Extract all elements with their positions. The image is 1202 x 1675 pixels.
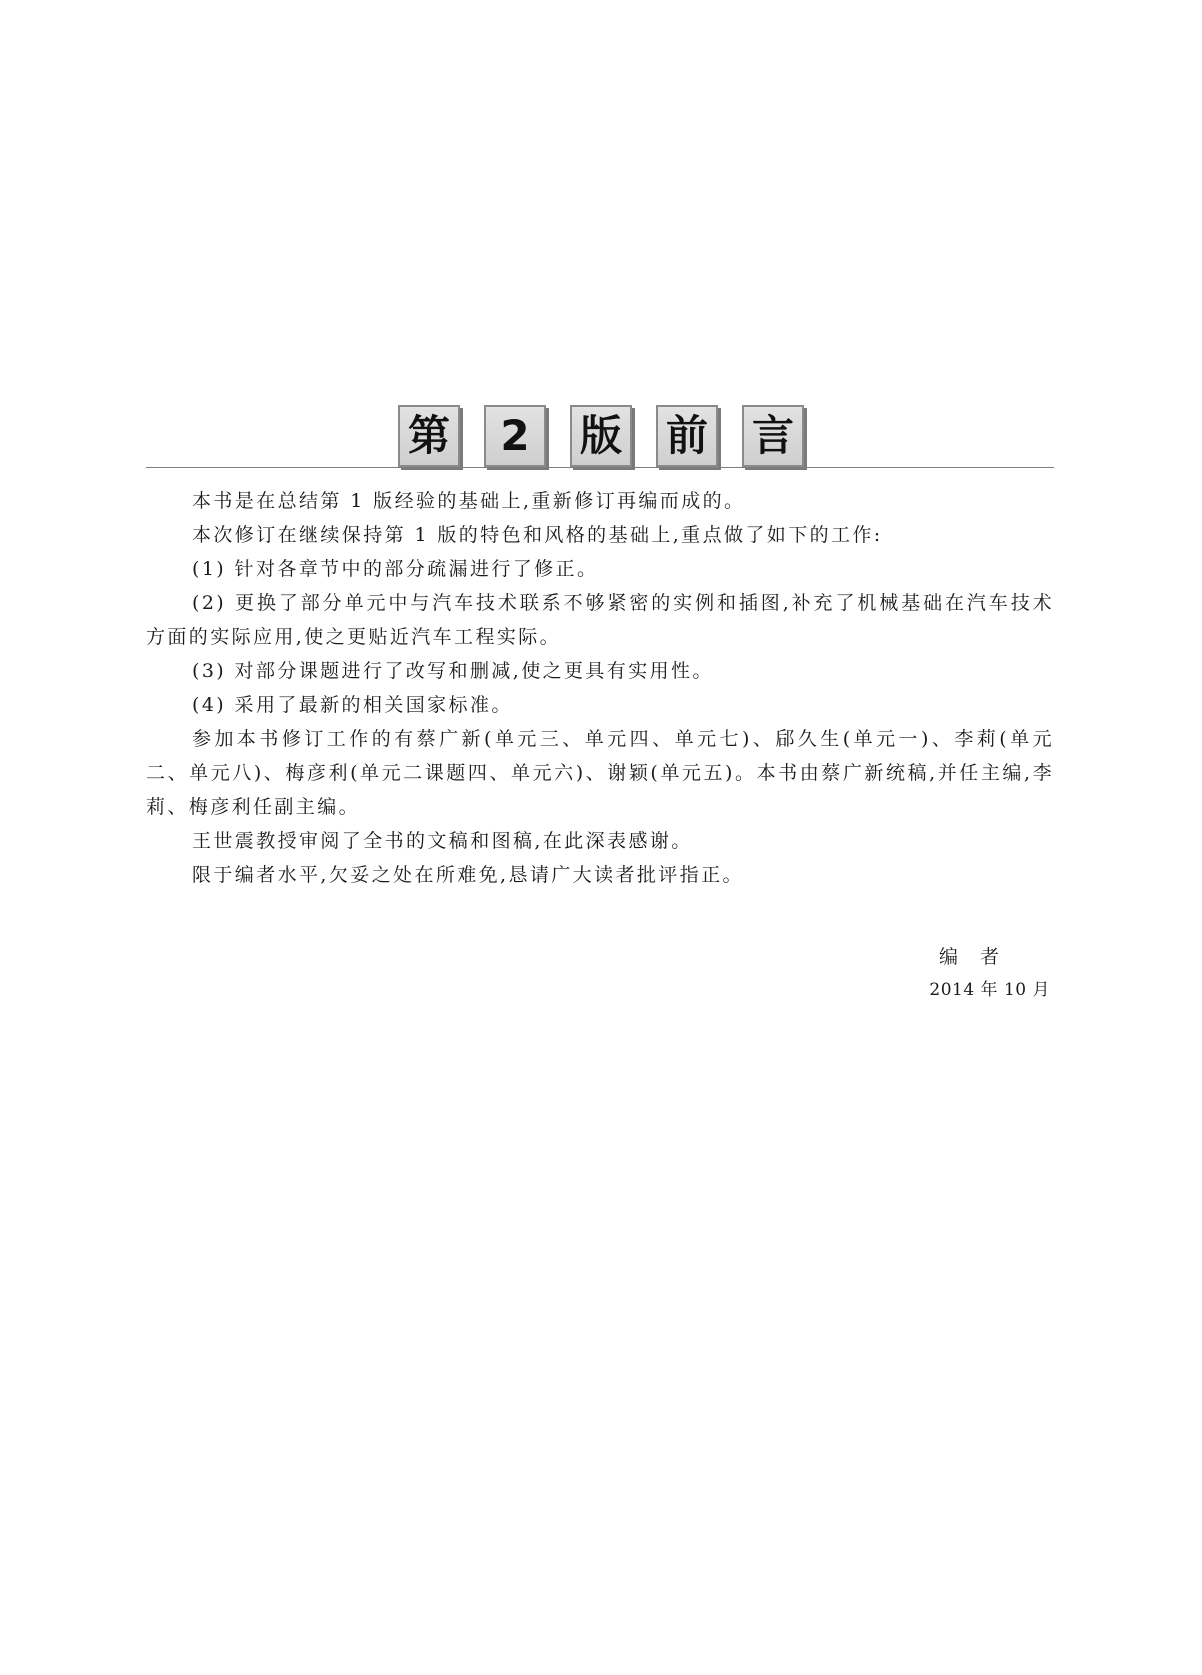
title-char-box: 第 [398,405,460,467]
paragraph: (4) 采用了最新的相关国家标准。 [192,694,513,716]
paragraph: 本次修订在继续保持第 1 版的特色和风格的基础上,重点做了如下的工作: [192,524,883,546]
title-char-box: 前 [656,405,718,467]
title-char-box: 2 [484,405,546,467]
author-signature: 编者 [938,946,1021,968]
title-divider [146,467,1054,468]
title-char-box: 版 [570,405,632,467]
paragraph: (2) 更换了部分单元中与汽车技术联系不够紧密的实例和插图,补充了机械基础在汽车技术方面的实际应用,使之更贴近汽车工程实际。 [146,592,1054,648]
date-line: 2014 年 10 月 [929,980,1050,1000]
preface-body [146,484,1054,892]
paragraph: (1) 针对各章节中的部分疏漏进行了修正。 [192,558,599,580]
paragraph: 本书是在总结第 1 版经验的基础上,重新修订再编而成的。 [192,490,746,512]
paragraph: 王世震教授审阅了全书的文稿和图稿,在此深表感谢。 [192,830,693,852]
paragraph: 限于编者水平,欠妥之处在所难免,恳请广大读者批评指正。 [192,864,744,886]
page-title [0,405,1202,467]
title-char-box: 言 [742,405,804,467]
paragraph: 参加本书修订工作的有蔡广新(单元三、单元四、单元七)、郈久生(单元一)、李莉(单元二、单元八)、梅彦利(单元二课题四、单元六)、谢颖(单元五)。本书由蔡广新统稿,并任主编,李莉、梅彦利任副主编。 [146,728,1054,818]
paragraph: (3) 对部分课题进行了改写和删减,使之更具有实用性。 [192,660,714,682]
